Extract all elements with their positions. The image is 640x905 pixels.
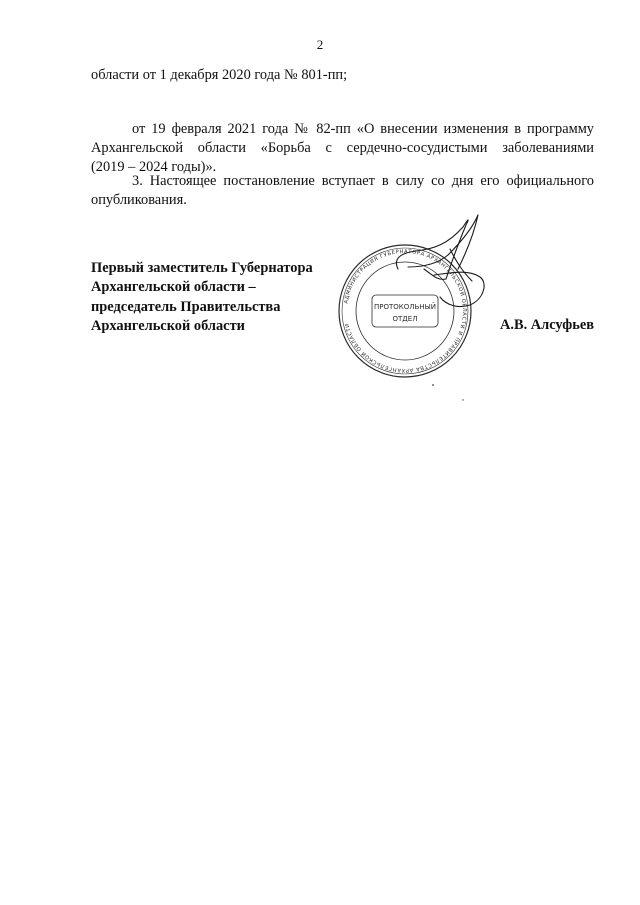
paragraph-line: области от 1 декабря 2020 года № 801-пп;	[91, 67, 348, 83]
signatory-position-line: Архангельской области	[91, 318, 245, 335]
paragraph-point-3	[91, 172, 594, 210]
official-stamp-with-signature	[338, 209, 498, 419]
signatory-position-line: Первый заместитель Губернатора	[91, 260, 313, 276]
paragraph-line: от 19 февраля 2021 года № 82-пп «О внесении изменения в программу	[132, 121, 594, 137]
stamp-center-text-1: ПРОТОКОЛЬНЫЙ	[373, 303, 437, 311]
signatory-position-line: Архангельской области –	[91, 279, 256, 296]
paragraph-amendment	[91, 120, 594, 177]
handwritten-signature	[396, 215, 484, 307]
paragraph-line: опубликования.	[91, 192, 187, 208]
paragraph-line: 3. Настоящее постановление вступает в силу со дня его официального	[132, 173, 594, 189]
stamp-specks	[432, 384, 464, 401]
stamp-center-text-2: ОТДЕЛ	[392, 315, 418, 323]
paragraph-line: Архангельской области «Борьба с сердечно-сосудистыми заболеваниями	[91, 140, 594, 156]
paragraph-line: (2019 – 2024 годы)».	[91, 159, 217, 175]
page-number: 2	[316, 37, 324, 52]
stamp-ring-text: АДМИНИСТРАЦИЯ ГУБЕРНАТОРА АРХАНГЕЛЬСКОЙ ОБЛАСТИ И ПРАВИТЕЛЬСТВА АРХАНГЕЛЬСКОЙ ОБЛАСТИ	[343, 248, 468, 374]
signatory-name: А.В. Алсуфьев	[499, 317, 594, 333]
signatory-position	[91, 259, 313, 337]
stamp-outer-ring-inner	[342, 248, 468, 374]
stamp-inner-ring	[356, 262, 454, 360]
paragraph-continuation	[91, 66, 594, 85]
signatory-position-line: председатель Правительства	[91, 298, 281, 315]
